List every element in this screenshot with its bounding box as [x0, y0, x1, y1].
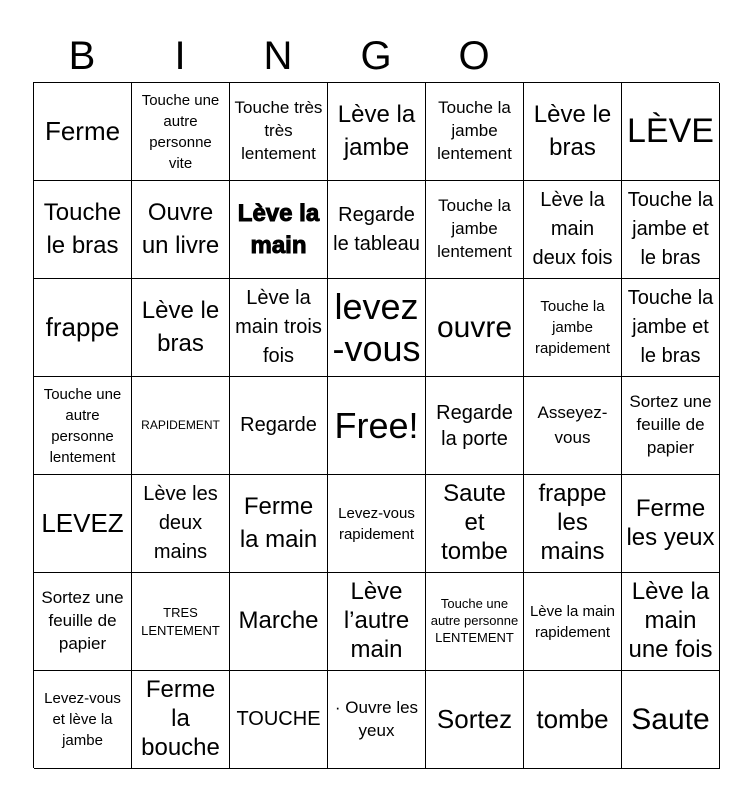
bingo-cell[interactable]: Touche le bras — [34, 181, 132, 279]
bingo-cell[interactable]: Saute et tombe — [426, 475, 524, 573]
bingo-board — [33, 82, 719, 768]
bingo-cell[interactable]: Sortez une feuille de papier — [622, 377, 720, 475]
bingo-cell[interactable]: Saute — [622, 671, 720, 769]
header-letter-g: G — [360, 33, 392, 78]
bingo-cell[interactable]: Lève l’autre main — [328, 573, 426, 671]
bingo-cell[interactable]: Ferme la bouche — [132, 671, 230, 769]
bingo-cell[interactable]: tombe — [524, 671, 622, 769]
bingo-cell[interactable]: Touche une autre personne vite — [132, 83, 230, 181]
header-letter-n: N — [263, 33, 293, 78]
bingo-cell[interactable]: Levez-vous rapidement — [328, 475, 426, 573]
bingo-cell[interactable]: LEVEZ — [34, 475, 132, 573]
bingo-cell[interactable]: Ferme — [34, 83, 132, 181]
header-letter-b: B — [68, 33, 96, 78]
bingo-cell[interactable]: Sortez une feuille de papier — [34, 573, 132, 671]
bingo-cell[interactable]: Lève la jambe — [328, 83, 426, 181]
bingo-cell[interactable]: Regarde — [230, 377, 328, 475]
bingo-cell[interactable]: Asseyez-vous — [524, 377, 622, 475]
bingo-cell[interactable]: Marche — [230, 573, 328, 671]
header-letter-blank-2 — [621, 30, 719, 82]
header-letter-blank-1 — [523, 30, 621, 82]
bingo-cell[interactable]: LÈVE — [622, 83, 720, 181]
bingo-cell[interactable]: Lève la main deux fois — [524, 181, 622, 279]
bingo-cell[interactable]: ouvre — [426, 279, 524, 377]
bingo-cell[interactable]: Lève la main une fois — [622, 573, 720, 671]
bingo-cell[interactable]: RAPIDEMENT — [132, 377, 230, 475]
bingo-cell[interactable]: Lève le bras — [132, 279, 230, 377]
bingo-cell[interactable]: · Ouvre les yeux — [328, 671, 426, 769]
bingo-cell[interactable]: Lève la main trois fois — [230, 279, 328, 377]
bingo-cell[interactable]: TOUCHE — [230, 671, 328, 769]
bingo-header — [33, 30, 719, 82]
free-space[interactable]: Free! — [328, 377, 426, 475]
bingo-cell[interactable]: frappe — [34, 279, 132, 377]
bingo-cell[interactable]: Lève la main — [230, 181, 328, 279]
bingo-cell[interactable]: Lève la main rapidement — [524, 573, 622, 671]
bingo-cell[interactable]: levez -vous — [328, 279, 426, 377]
bingo-cell[interactable]: Lève les deux mains — [132, 475, 230, 573]
bingo-cell[interactable]: Touche très très lentement — [230, 83, 328, 181]
header-letter-i: I — [174, 33, 186, 78]
bingo-cell[interactable]: Lève le bras — [524, 83, 622, 181]
bingo-cell[interactable]: Ouvre un livre — [132, 181, 230, 279]
bingo-cell[interactable]: Touche la jambe et le bras — [622, 279, 720, 377]
bingo-cell[interactable]: TRES LENTEMENT — [132, 573, 230, 671]
bingo-cell[interactable]: Regarde la porte — [426, 377, 524, 475]
bingo-cell[interactable]: Touche la jambe lentement — [426, 83, 524, 181]
bingo-cell[interactable]: Touche la jambe et le bras — [622, 181, 720, 279]
header-letter-o: O — [458, 33, 490, 78]
bingo-cell[interactable]: Sortez — [426, 671, 524, 769]
bingo-cell[interactable]: Touche une autre personne LENTEMENT — [426, 573, 524, 671]
bingo-cell[interactable]: frappe les mains — [524, 475, 622, 573]
bingo-cell[interactable]: Levez-vous et lève la jambe — [34, 671, 132, 769]
bingo-cell[interactable]: Touche la jambe rapidement — [524, 279, 622, 377]
bingo-cell[interactable]: Touche une autre personne lentement — [34, 377, 132, 475]
bingo-cell[interactable]: Ferme les yeux — [622, 475, 720, 573]
bingo-cell[interactable]: Ferme la main — [230, 475, 328, 573]
bingo-cell[interactable]: Touche la jambe lentement — [426, 181, 524, 279]
bingo-cell[interactable]: Regarde le tableau — [328, 181, 426, 279]
